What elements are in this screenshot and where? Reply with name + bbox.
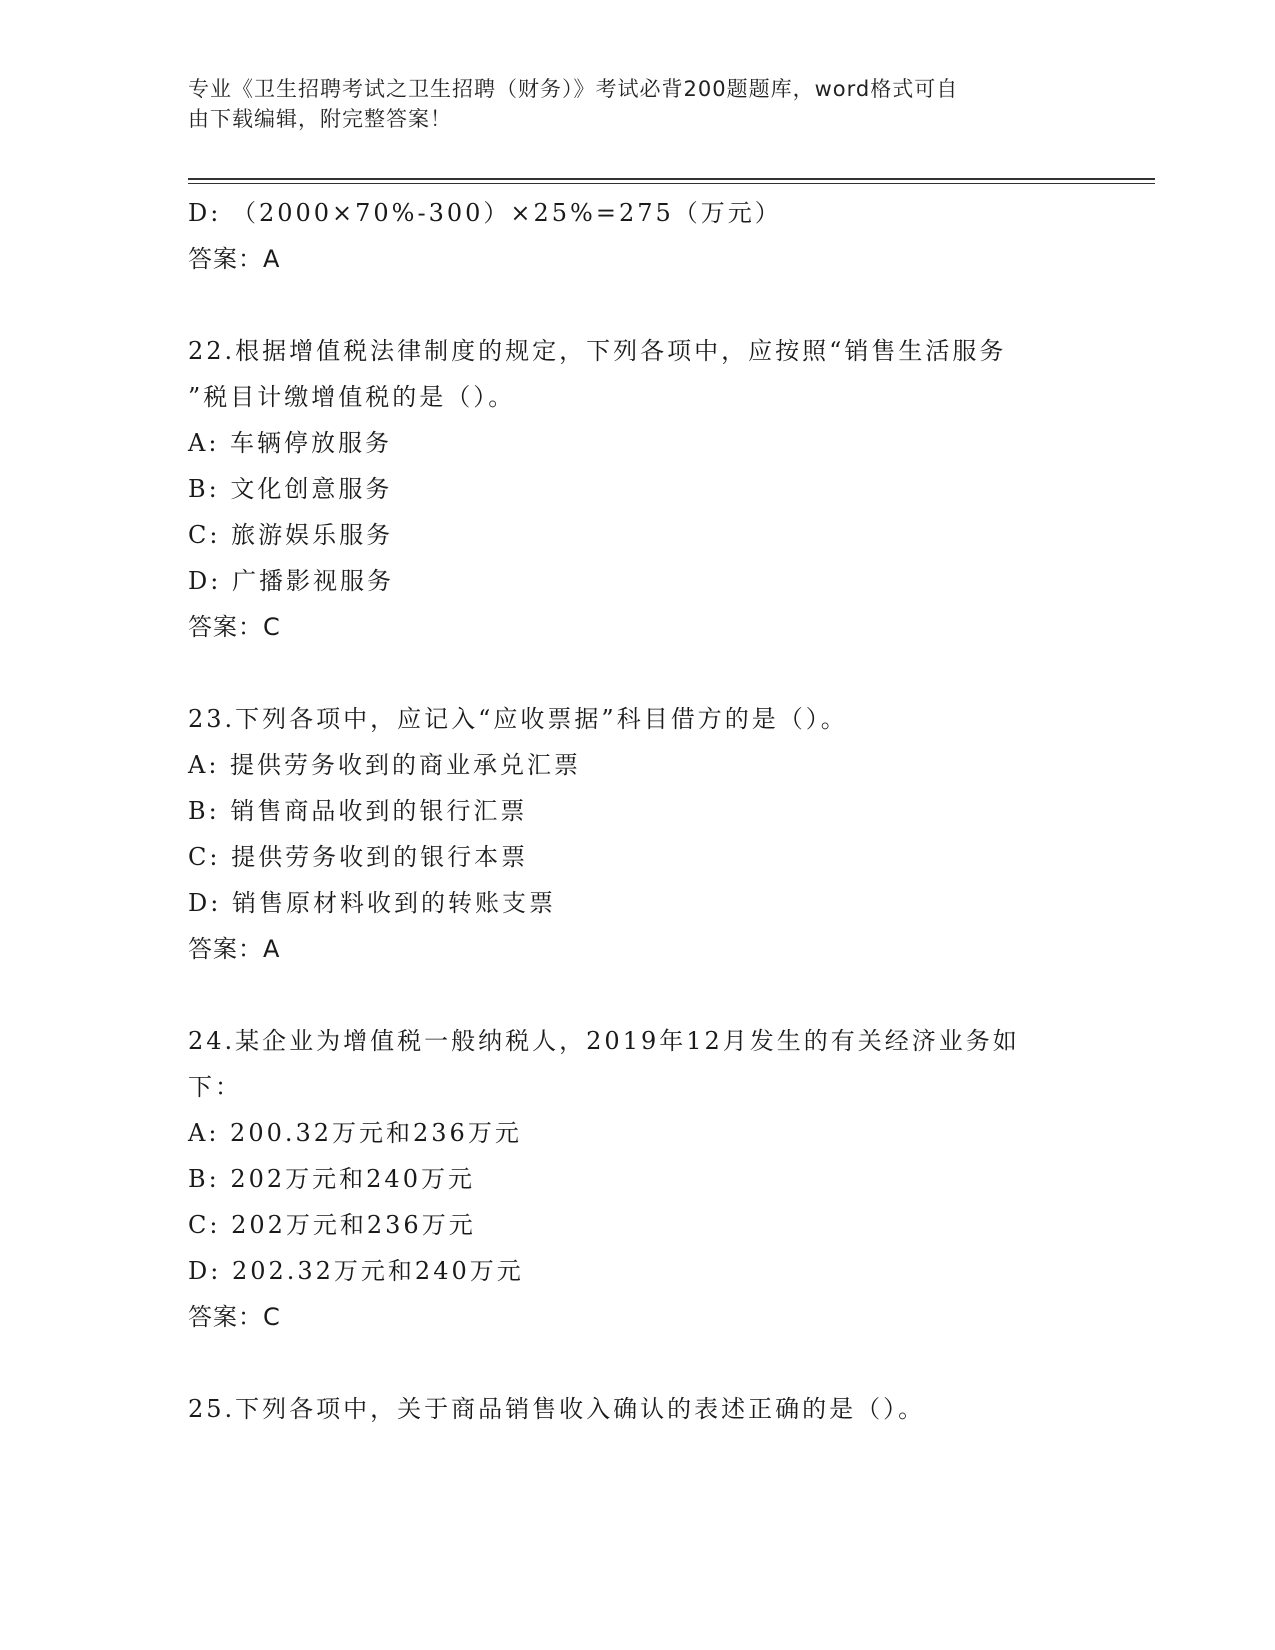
- option-a: A: 车辆停放服务: [188, 429, 393, 457]
- option-b: B: 202万元和240万元: [188, 1165, 475, 1193]
- question-22: [188, 328, 1088, 650]
- option-c: C: 旅游娱乐服务: [188, 521, 394, 549]
- question-stem: 25.下列各项中，关于商品销售收入确认的表述正确的是（）。: [188, 1395, 926, 1423]
- option-c: C: 202万元和236万元: [188, 1211, 476, 1239]
- answer: 答案：A: [188, 245, 281, 273]
- question-stem-cont: 下：: [188, 1073, 242, 1101]
- previous-question-tail: [188, 190, 1088, 282]
- answer: 答案：A: [188, 935, 281, 963]
- question-23: [188, 696, 1088, 972]
- option-d: D: 202.32万元和240万元: [188, 1257, 524, 1285]
- answer: 答案：C: [188, 1303, 281, 1331]
- option-a: A: 200.32万元和236万元: [188, 1119, 522, 1147]
- question-stem: 24.某企业为增值税一般纳税人，2019年12月发生的有关经济业务如: [188, 1027, 1020, 1055]
- option-d: D: 广播影视服务: [188, 567, 394, 595]
- option-b: B: 销售商品收到的银行汇票: [188, 797, 528, 825]
- header-line-2: 由下载编辑，附完整答案！: [188, 107, 452, 131]
- header-divider: [188, 178, 1155, 184]
- question-25: [188, 1386, 1088, 1432]
- option-a: A: 提供劳务收到的商业承兑汇票: [188, 751, 582, 779]
- document-body: [188, 190, 1088, 1432]
- question-24: [188, 1018, 1088, 1340]
- option-b: B: 文化创意服务: [188, 475, 393, 503]
- question-stem: 22.根据增值税法律制度的规定，下列各项中，应按照“销售生活服务: [188, 337, 1007, 365]
- answer: 答案：C: [188, 613, 281, 641]
- option-d: D: （2000×70%-300）×25%=275（万元）: [188, 199, 782, 227]
- option-d: D: 销售原材料收到的转账支票: [188, 889, 556, 917]
- header-line-1: 专业《卫生招聘考试之卫生招聘（财务）》考试必背200题题库，word格式可自: [188, 77, 959, 101]
- option-c: C: 提供劳务收到的银行本票: [188, 843, 529, 871]
- page-header: [188, 74, 1068, 134]
- question-stem: 23.下列各项中，应记入“应收票据”科目借方的是（）。: [188, 705, 848, 733]
- question-stem-cont: ”税目计缴增值税的是（）。: [188, 383, 516, 411]
